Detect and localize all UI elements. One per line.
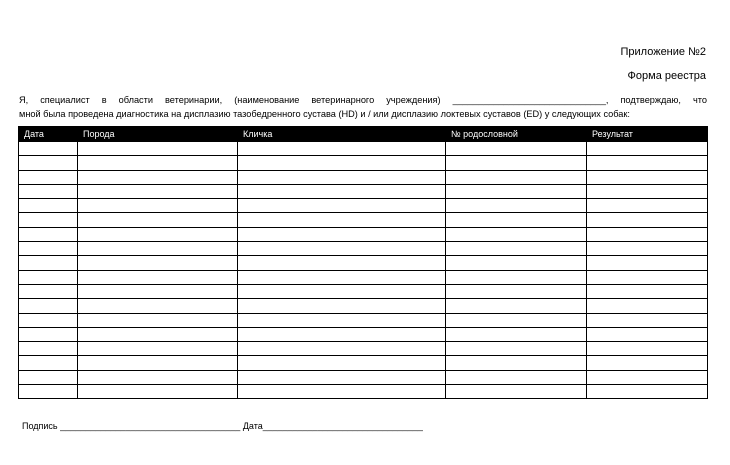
table-row <box>19 327 708 341</box>
cell-breed[interactable] <box>78 313 238 327</box>
cell-breed[interactable] <box>78 270 238 284</box>
cell-name[interactable] <box>238 299 446 313</box>
registry-table <box>18 126 708 399</box>
cell-pedigree[interactable] <box>446 170 587 184</box>
cell-result[interactable] <box>587 313 708 327</box>
table-row <box>19 242 708 256</box>
cell-pedigree[interactable] <box>446 184 587 198</box>
cell-result[interactable] <box>587 327 708 341</box>
cell-breed[interactable] <box>78 242 238 256</box>
cell-name[interactable] <box>238 242 446 256</box>
table-row <box>19 284 708 298</box>
cell-pedigree[interactable] <box>446 213 587 227</box>
table-row <box>19 170 708 184</box>
table-row <box>19 199 708 213</box>
cell-result[interactable] <box>587 284 708 298</box>
table-row <box>19 156 708 170</box>
cell-name[interactable] <box>238 342 446 356</box>
cell-pedigree[interactable] <box>446 299 587 313</box>
table-row <box>19 142 708 156</box>
cell-result[interactable] <box>587 170 708 184</box>
cell-date[interactable] <box>19 385 78 399</box>
cell-breed[interactable] <box>78 213 238 227</box>
column-header-result: Результат <box>587 127 708 142</box>
cell-pedigree[interactable] <box>446 142 587 156</box>
cell-result[interactable] <box>587 342 708 356</box>
cell-pedigree[interactable] <box>446 270 587 284</box>
cell-date[interactable] <box>19 356 78 370</box>
cell-date[interactable] <box>19 213 78 227</box>
cell-result[interactable] <box>587 299 708 313</box>
cell-date[interactable] <box>19 299 78 313</box>
date-field[interactable]: Дата________________________________ <box>242 421 423 431</box>
cell-date[interactable] <box>19 327 78 341</box>
cell-result[interactable] <box>587 227 708 241</box>
cell-result[interactable] <box>587 385 708 399</box>
table-row <box>19 213 708 227</box>
cell-breed[interactable] <box>78 356 238 370</box>
table-row <box>19 256 708 270</box>
cell-breed[interactable] <box>78 299 238 313</box>
cell-result[interactable] <box>587 199 708 213</box>
column-header-name: Кличка <box>238 127 446 142</box>
cell-name[interactable] <box>238 256 446 270</box>
cell-date[interactable] <box>19 342 78 356</box>
cell-breed[interactable] <box>78 227 238 241</box>
table-row <box>19 313 708 327</box>
cell-breed[interactable] <box>78 199 238 213</box>
cell-breed[interactable] <box>78 370 238 384</box>
cell-breed[interactable] <box>78 385 238 399</box>
cell-date[interactable] <box>19 242 78 256</box>
cell-pedigree[interactable] <box>446 242 587 256</box>
cell-pedigree[interactable] <box>446 356 587 370</box>
table-row <box>19 370 708 384</box>
table-row <box>19 184 708 198</box>
cell-name[interactable] <box>238 284 446 298</box>
table-row <box>19 385 708 399</box>
cell-breed[interactable] <box>78 142 238 156</box>
table-row <box>19 227 708 241</box>
cell-result[interactable] <box>587 213 708 227</box>
form-title: Форма реестра <box>627 70 706 82</box>
cell-pedigree[interactable] <box>446 370 587 384</box>
table-row <box>19 342 708 356</box>
cell-date[interactable] <box>19 142 78 156</box>
cell-result[interactable] <box>587 270 708 284</box>
column-header-pedigree: № родословной <box>446 127 587 142</box>
cell-date[interactable] <box>19 284 78 298</box>
cell-date[interactable] <box>19 370 78 384</box>
cell-date[interactable] <box>19 199 78 213</box>
cell-name[interactable] <box>238 385 446 399</box>
statement-paragraph <box>19 93 707 121</box>
cell-breed[interactable] <box>78 342 238 356</box>
cell-date[interactable] <box>19 313 78 327</box>
cell-date[interactable] <box>19 270 78 284</box>
cell-pedigree[interactable] <box>446 313 587 327</box>
statement-line-1: Я, специалист в области ветеринарии, (наименование ветеринарного учреждения) ______________________________, подтверждаю, что <box>19 95 707 105</box>
cell-name[interactable] <box>238 327 446 341</box>
cell-result[interactable] <box>587 156 708 170</box>
cell-date[interactable] <box>19 184 78 198</box>
cell-name[interactable] <box>238 199 446 213</box>
cell-pedigree[interactable] <box>446 327 587 341</box>
cell-name[interactable] <box>238 370 446 384</box>
cell-result[interactable] <box>587 256 708 270</box>
cell-breed[interactable] <box>78 156 238 170</box>
column-header-breed: Порода <box>78 127 238 142</box>
signature-line <box>22 421 423 431</box>
cell-result[interactable] <box>587 184 708 198</box>
signature-field[interactable]: Подпись ____________________________________ <box>22 421 241 431</box>
cell-breed[interactable] <box>78 170 238 184</box>
cell-pedigree[interactable] <box>446 227 587 241</box>
cell-date[interactable] <box>19 256 78 270</box>
cell-name[interactable] <box>238 270 446 284</box>
table-body <box>19 142 708 399</box>
cell-result[interactable] <box>587 356 708 370</box>
cell-name[interactable] <box>238 313 446 327</box>
cell-breed[interactable] <box>78 284 238 298</box>
appendix-number: Приложение №2 <box>620 46 706 58</box>
cell-pedigree[interactable] <box>446 342 587 356</box>
cell-name[interactable] <box>238 213 446 227</box>
table-row <box>19 299 708 313</box>
cell-name[interactable] <box>238 156 446 170</box>
cell-name[interactable] <box>238 227 446 241</box>
cell-name[interactable] <box>238 356 446 370</box>
cell-pedigree[interactable] <box>446 199 587 213</box>
statement-line-2: мной была проведена диагностика на дисплазию тазобедренного сустава (HD) и / или дисплазию локтевых суставов (ED) у следующих собак: <box>19 109 630 119</box>
cell-date[interactable] <box>19 170 78 184</box>
cell-pedigree[interactable] <box>446 256 587 270</box>
table-header-row <box>19 127 708 142</box>
cell-breed[interactable] <box>78 256 238 270</box>
cell-result[interactable] <box>587 242 708 256</box>
table-row <box>19 356 708 370</box>
cell-pedigree[interactable] <box>446 156 587 170</box>
column-header-date: Дата <box>19 127 78 142</box>
cell-name[interactable] <box>238 184 446 198</box>
cell-result[interactable] <box>587 370 708 384</box>
cell-breed[interactable] <box>78 327 238 341</box>
cell-name[interactable] <box>238 142 446 156</box>
cell-date[interactable] <box>19 156 78 170</box>
cell-breed[interactable] <box>78 184 238 198</box>
cell-pedigree[interactable] <box>446 284 587 298</box>
cell-pedigree[interactable] <box>446 385 587 399</box>
cell-date[interactable] <box>19 227 78 241</box>
table-row <box>19 270 708 284</box>
cell-result[interactable] <box>587 142 708 156</box>
cell-name[interactable] <box>238 170 446 184</box>
